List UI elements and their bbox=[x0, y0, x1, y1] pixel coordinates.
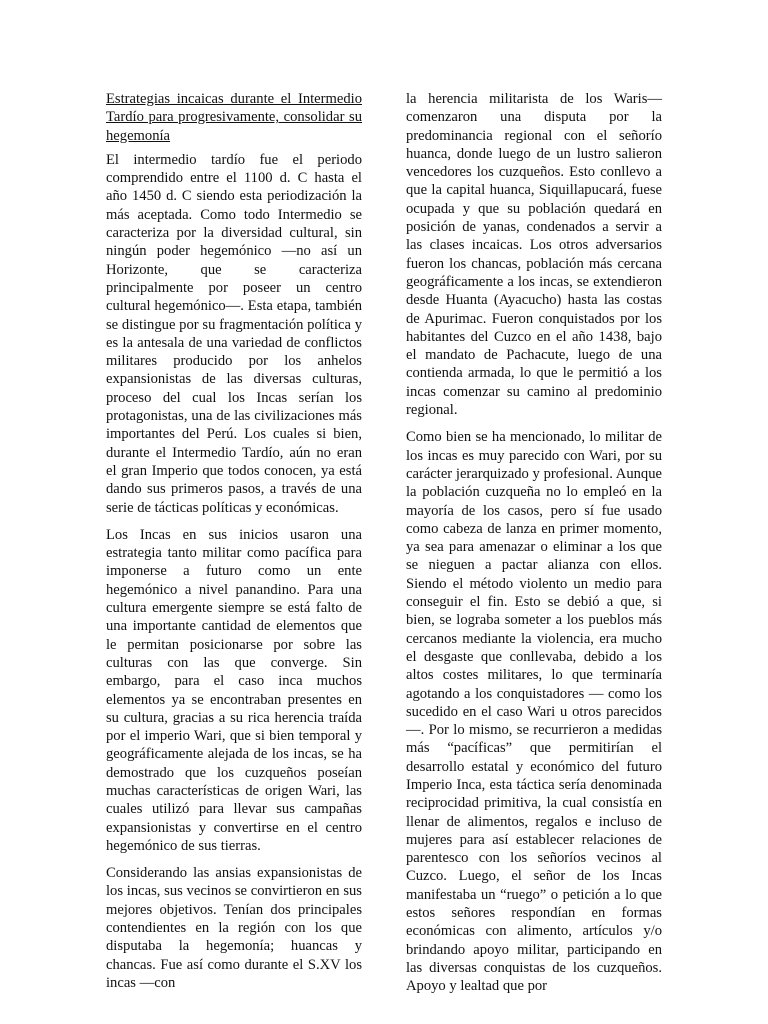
paragraph: Como bien se ha mencionado, lo militar de los incas es muy parecido con Wari, por su carácter jerarquizado y profesional. Aunque la población cuzqueña no lo empleó en la mayoría de los casos, pero sí fue usado como cabeza de lanza en primer momento, ya sea para amenazar o eliminar a los que se nieguen a pactar alianza con ellos. Siendo el método violento un medio para conseguir el fin. Esto se debió a que, si bien, se lograba someter a los pueblos más cercanos mediante la violencia, era mucho el desgaste que conllevaba, debido a los altos costes militares, lo que terminaría agotando a los conquistadores — como los sucedido en el caso Wari u otros parecidos—. Por lo mismo, se recurrieron a medidas más “pacíficas” que permitirían el desarrollo estatal y económico del futuro Imperio Inca, esta táctica sería denominada reciprocidad primitiva, la cual consistía en llenar de alimentos, regalos e incluso de mujeres para así establecer relaciones de parentesco con los señoríos vecinos al Cuzco. Luego, el señor de los Incas manifestaba un “ruego” o petición a lo que estos señores respondían en formas económicas con alimento, artículos y/o brindando apoyo militar, participando en las diversas conquistas de los cuzqueños. Apoyo y lealtad que por bbox=[406, 429, 662, 995]
paragraph: la herencia militarista de los Waris— comenzaron una disputa por la predominancia regional con el señorío huanca, donde luego de un lustro salieron vencedores los cuzqueños. Esto conllevo a que la capital huanca, Siquillapucará, fuese ocupada y que su población quedará en posición de yanas, condenados a servir a las clases incaicas. Los otros adversarios fueron los chancas, población más cercana geográficamente a los incas, se extendieron desde Huanta (Ayacucho) hasta las costas de Apurimac. Fueron conquistados por los habitantes del Cuzco en el año 1438, bajo el mandato de Pachacute, luego de una contienda armada, lo que le permitió a los incas comenzar su camino al predominio regional. bbox=[406, 91, 662, 419]
paragraph: El intermedio tardío fue el periodo comprendido entre el 1100 d. C hasta el año 1450 d. C siendo esta periodización la más aceptada. Como todo Intermedio se caracteriza por la diversidad cultural, sin ningún poder hegemónico —no así un Horizonte, que se caracteriza principalmente por poseer un centro cultural hegemónico—. Esta etapa, también se distingue por su fragmentación política y es la antesala de una variedad de conflictos militares producido por los anhelos expansionistas de las diversas culturas, proceso del cual los Incas serían los protagonistas, una de las civilizaciones más importantes del Perú. Los cuales si bien, durante el Intermedio Tardío, aún no eran el gran Imperio que todos conocen, ya está dando sus primeros pasos, a través de una serie de tácticas políticas y económicas. bbox=[106, 151, 362, 516]
paragraph: Los Incas en sus inicios usaron una estrategia tanto militar como pacífica para imponerse a futuro como un ente hegemónico a nivel panandino. Para una cultura emergente siempre se está falto de una importante cantidad de elementos que le permitan posicionarse por sobre las culturas con las que converge. Sin embargo, para el caso inca muchos elementos ya se encontraban presentes en su cultura, gracias a su rica herencia traída por el imperio Wari, que si bien temporal y geográficamente alejada de los incas, se ha demostrado que los cuzqueños poseían muchas características de origen Wari, las cuales utilizó para llevar sus campañas expansionistas y convertirse en el centro hegemónico de sus tierras. bbox=[106, 526, 362, 854]
right-column bbox=[406, 90, 662, 1005]
paragraph: Considerando las ansias expansionistas de los incas, sus vecinos se convirtieron en sus mejores objetivos. Tenían dos principales contendientes en la región con los que disputaba la hegemonía; huancas y chancas. Fue así como durante el S.XV los incas —con bbox=[106, 865, 362, 991]
left-column bbox=[106, 90, 362, 1001]
document-title: Estrategias incaicas durante el Intermedio Tardío para progresivamente, consolidar su hegemonía bbox=[106, 91, 362, 144]
